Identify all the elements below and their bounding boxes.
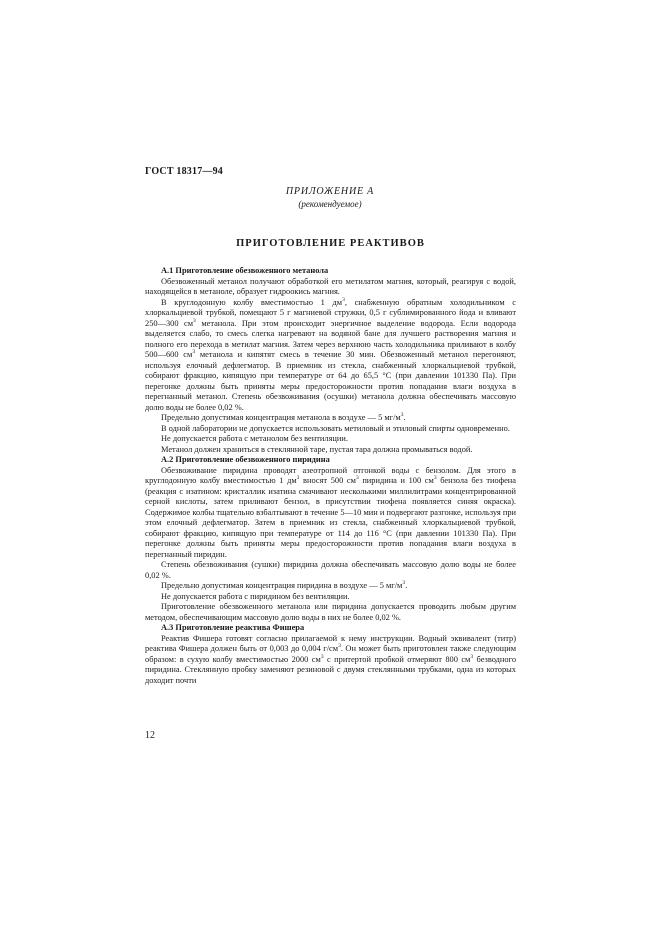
paragraph: Обезвоживание пиридина проводят азеотропной отгонкой воды с бензолом. Для этого в круглодонную колбу вместимостью 1 $дм^3$ вносят 500 $см^3$ пиридина и 100 $см^3$ бензола без тиофена (реакция с изатином: кристаллик изатина смачивают несколькими миллилитрами концентрированной серной кислоты, затем приливают бензол, в присутствии тиофена появляется синяя окраска). Содержимое колбы тщательно взбалтывают в течение 5—10 мин и подвергают разгонке, используя при этом елочный дефлегматор. Затем в приемник из стекла, снабженный хлоркальциевой трубкой, собирают фракцию, кипящую при температуре от 114 до 116 °С (при давлении 101330 Па). При перегонке должны быть приняты меры предосторожности против попадания влаги воздуха в перегнанный пиридин. — [145, 465, 516, 559]
paragraph: Обезвоженный метанол получают обработкой его метилатом магния, который, реагируя с водой, находящейся в метаноле, образует гидроокись магния. — [145, 276, 516, 296]
section-heading: А.2 Приготовление обезвоженного пиридина — [161, 455, 330, 464]
paragraph: В одной лаборатории не допускается использовать метиловый и этиловый спирты одновременно. — [161, 423, 510, 433]
paragraph: Предельно допустимая концентрация пиридина в воздухе — 5 $мг/м^3$. — [161, 580, 408, 590]
paragraph: В круглодонную колбу вместимостью 1 $дм^3$, снабженную обратным холодильником с хлоркальциевой трубкой, помещают 5 г магниевой стружки, 0,5 г сублимированного йода и вливают 250—300 $см^3$ метанола. При этом происходит энергичное выделение водорода. Если водорода выделяется слабо, то смесь слегка нагревают на водяной бане для лучшего растворения магния и полного его перехода в метилат магния. Затем через верхнюю часть холодильника приливают в колбу 500—600 $см^3$ метанола и кипятят смесь в течение 30 мин. Обезвоженный метанол перегоняют, используя елочный дефлегматор. В приемник из стекла, снабженный хлоркальциевой трубкой, собирают фракцию, кипящую при температуре от 64 до 65,5 °С (при давлении 101330 Па). При перегонке должны быть приняты меры предосторожности против попадания влаги воздуха в перегнанный метанол. Степень обезвоживания (осушки) метанола должна обеспечивать массовую долю воды не более 0,02 %. — [145, 296, 516, 412]
page-number: 12 — [145, 730, 155, 741]
paragraph: Метанол должен храниться в стеклянной таре, пустая тара должна промываться водой. — [161, 444, 473, 454]
document-body — [145, 266, 516, 686]
appendix-label: ПРИЛОЖЕНИЕ А — [285, 186, 375, 197]
page-title: ПРИГОТОВЛЕНИЕ РЕАКТИВОВ — [236, 238, 425, 249]
paragraph: Не допускается работа с метанолом без вентиляции. — [161, 434, 348, 443]
paragraph: Приготовление обезвоженного метанола или пиридина допускается проводить любым другим методом, обеспечивающим массовую долю воды в них не более 0,02 %. — [145, 602, 516, 622]
paragraph: Не допускается работа с пиридином без вентиляции. — [161, 591, 350, 601]
section-heading: А.3 Приготовление реактива Фишера — [161, 623, 305, 632]
paragraph: Степень обезвоживания (сушки) пиридина должна обеспечивать массовую долю воды не более 0,02 %. — [145, 560, 516, 580]
paragraph: Предельно допустимая концентрация метанола в воздухе — 5 $мг/м^3$. — [161, 412, 406, 422]
section-heading: А.1 Приготовление обезвоженного метанола — [161, 266, 329, 275]
standard-number: ГОСТ 18317—94 — [145, 166, 224, 177]
paragraph: Реактив Фишера готовят согласно прилагаемой к нему инструкции. Водный эквивалент (титр) реактива Фишера должен быть от 0,003 до 0,004 $г/см^3$. Он может быть приготовлен также следующим образом: в сухую колбу вместимостью 2000 $см^3$ с притертой пробкой отмеряют 800 $см^3$ безводного пиридина. Стеклянную пробку заменяют резиновой с двумя стеклянными трубками, одна из которых доходит почти — [145, 633, 517, 685]
appendix-status: (рекомендуемое) — [298, 199, 362, 209]
